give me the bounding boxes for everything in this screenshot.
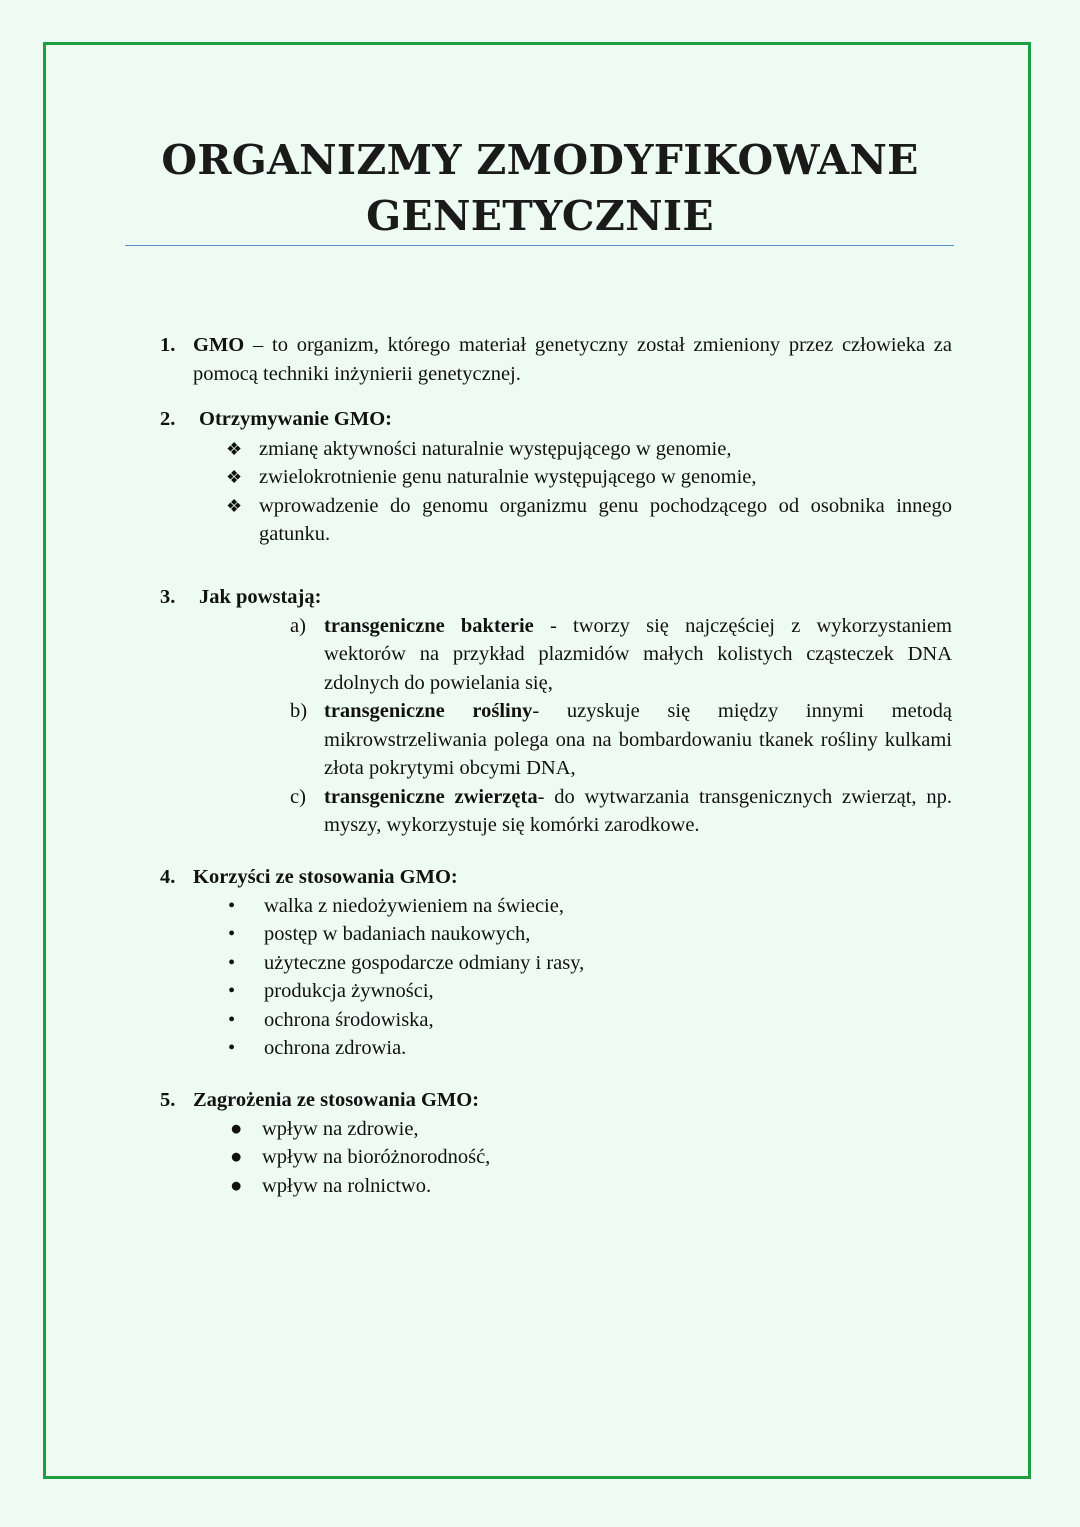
item-description: - uzyskuje się między innymi metodą mikrowstrzeliwania polega ona na bombardowaniu tkanek rośliny kulkami złota pokrytymi obcymi DNA, bbox=[324, 700, 952, 779]
title-line-2: GENETYCZNIE bbox=[366, 192, 714, 240]
list-item bbox=[290, 783, 952, 840]
diamond-bullet-icon: ❖ bbox=[226, 467, 243, 487]
bullet-icon: • bbox=[228, 923, 236, 945]
list-item-text: ochrona zdrowia. bbox=[264, 1037, 407, 1059]
section-heading: Otrzymywanie GMO: bbox=[199, 408, 392, 430]
list-item-text: wpływ na rolnictwo. bbox=[262, 1174, 432, 1197]
item-term: transgeniczne zwierzęta bbox=[324, 785, 538, 808]
bullet-icon: • bbox=[228, 894, 236, 917]
list-item bbox=[228, 892, 952, 921]
benefits-list bbox=[228, 892, 952, 1063]
list-item bbox=[230, 1172, 952, 1201]
list-item-text bbox=[324, 783, 952, 840]
list-item bbox=[226, 492, 952, 549]
list-item-text bbox=[324, 612, 952, 698]
list-item-text: użyteczne gospodarcze odmiany i rasy, bbox=[264, 951, 585, 974]
item-description: - tworzy się najczęściej z wykorzystaniem wektorów na przykład plazmidów małych kolistych cząsteczek DNA zdolnych do powielania się, bbox=[324, 614, 952, 694]
section-2 bbox=[160, 405, 952, 549]
list-item bbox=[290, 612, 952, 698]
list-item bbox=[230, 1143, 952, 1172]
bullet-icon: • bbox=[228, 951, 236, 974]
list-item-text: zwielokrotnienie genu naturalnie występującego w genomie, bbox=[259, 466, 757, 488]
item-letter: c) bbox=[290, 785, 306, 808]
bullet-icon: • bbox=[228, 980, 236, 1002]
list-item bbox=[228, 1034, 952, 1063]
list-item bbox=[228, 920, 952, 949]
page-title bbox=[0, 132, 1080, 244]
section-number: 4. bbox=[160, 866, 176, 888]
item-term: transgeniczne bakterie bbox=[324, 614, 534, 637]
risks-list bbox=[230, 1115, 952, 1201]
title-line-1: ORGANIZMY ZMODYFIKOWANE bbox=[161, 136, 919, 184]
title-divider bbox=[125, 245, 954, 246]
section-heading: Korzyści ze stosowania GMO: bbox=[193, 866, 458, 888]
section-number: 5. bbox=[160, 1089, 176, 1111]
section-5 bbox=[160, 1086, 952, 1200]
section-heading: Jak powstają: bbox=[199, 586, 322, 608]
list-item-text: wpływ na bioróżnorodność, bbox=[262, 1146, 491, 1168]
list-item-text: ochrona środowiska, bbox=[264, 1008, 434, 1031]
creation-list bbox=[290, 612, 952, 840]
list-item bbox=[226, 435, 952, 464]
list-item-text: zmianę aktywności naturalnie występującego w genomie, bbox=[259, 437, 732, 460]
list-item bbox=[228, 949, 952, 978]
gmo-definition: – to organizm, którego materiał genetyczny został zmieniony przez człowieka za pomocą techniki inżynierii genetycznej. bbox=[193, 334, 952, 385]
item-term: transgeniczne rośliny bbox=[324, 700, 533, 722]
bullet-icon: • bbox=[228, 1037, 236, 1059]
gmo-term: GMO bbox=[193, 334, 245, 356]
list-item-text: wpływ na zdrowie, bbox=[262, 1117, 419, 1140]
list-item bbox=[228, 1006, 952, 1035]
section-number: 2. bbox=[160, 408, 176, 430]
list-item-text: produkcja żywności, bbox=[264, 980, 434, 1002]
diamond-bullet-icon: ❖ bbox=[226, 495, 243, 516]
section-heading: Zagrożenia ze stosowania GMO: bbox=[193, 1089, 480, 1111]
item-description: - do wytwarzania transgenicznych zwierząt, np. myszy, wykorzystuje się komórki zarodkowe. bbox=[324, 785, 952, 836]
list-item bbox=[226, 463, 952, 492]
bullet-icon: ● bbox=[230, 1146, 243, 1168]
section-number: 3. bbox=[160, 586, 176, 608]
section-4 bbox=[160, 863, 952, 1063]
list-item-text: postęp w badaniach naukowych, bbox=[264, 923, 531, 945]
section-1-paragraph bbox=[193, 331, 952, 388]
section-number: 1. bbox=[160, 334, 176, 356]
section-3 bbox=[160, 583, 952, 840]
list-item-text: wprowadzenie do genomu organizmu genu pochodzącego od osobnika innego gatunku. bbox=[259, 494, 952, 545]
list-item bbox=[230, 1115, 952, 1144]
item-letter: a) bbox=[290, 614, 306, 637]
list-item bbox=[290, 697, 952, 783]
diamond-bullet-icon: ❖ bbox=[226, 438, 243, 459]
obtaining-list bbox=[226, 435, 952, 549]
section-1 bbox=[160, 331, 952, 388]
bullet-icon: ● bbox=[230, 1117, 243, 1140]
bullet-icon: ● bbox=[230, 1174, 243, 1197]
list-item-text: walka z niedożywieniem na świecie, bbox=[264, 894, 564, 917]
list-item-text bbox=[324, 697, 952, 783]
item-letter: b) bbox=[290, 700, 308, 722]
list-item bbox=[228, 977, 952, 1006]
bullet-icon: • bbox=[228, 1008, 236, 1031]
